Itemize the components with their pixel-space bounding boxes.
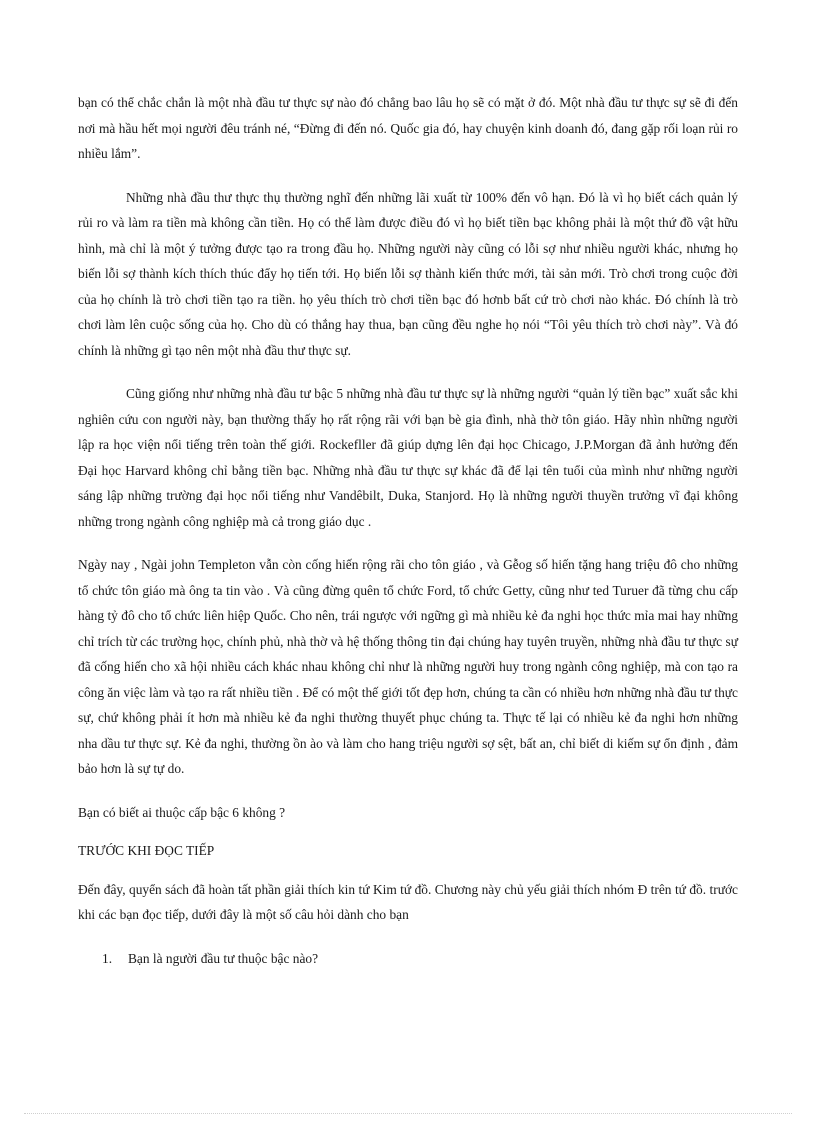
- paragraph-3: Cũng giống như những nhà đầu tư bậc 5 những nhà đầu tư thực sự là những người “quản lý tiền bạc” xuất sắc khi nghiên cứu con người này, bạn thường thấy họ rất rộng rãi với bạn bè gia đình, nhà thờ tôn giáo. Hãy nhìn những người lập ra học viện nổi tiếng trên toàn thế giới. Rockefller đã giúp dựng lên đại học Chicago, J.P.Morgan đã ảnh hưởng đến Đại học Harvard không chỉ bằng tiền bạc. Những nhà đầu tư thực sự khác đã để lại tên tuổi của mình như những người sáng lập những trường đại học nổi tiếng như Vandêbilt, Duka, Stanjord. Họ là những người thuyền trưởng vĩ đại không những trong ngành công nghiệp mà cả trong giáo dục .: [78, 386, 738, 529]
- intro-paragraph: Đến đây, quyển sách đã hoàn tất phần giải thích kin tứ Kim tứ đồ. Chương này chủ yếu giải thích nhóm Đ trên tứ đồ. trước khi các bạn đọc tiếp, dưới đây là một số câu hỏi dành cho bạn: [78, 881, 738, 922]
- paragraph-1: bạn có thể chắc chắn là một nhà đầu tư thực sự nào đó chẳng bao lâu họ sẽ có mặt ở đó. Một nhà đầu tư thực sự sẽ đi đến nơi mà hầu hết mọi người đêu tránh né, “Đừng đi đến nó. Quốc gia đó, hay chuyện kinh doanh đó, đang gặp rối loạn rủi ro nhiều lắm”.: [78, 95, 738, 161]
- document-page: [78, 90, 738, 971]
- section-heading: TRƯỚC KHI ĐỌC TIẾP: [78, 843, 215, 858]
- list-item-number: 1.: [102, 950, 113, 966]
- question-line: Bạn có biết ai thuộc cấp bậc 6 không ?: [78, 804, 286, 820]
- list-item: [78, 946, 738, 972]
- list-item-text: Bạn là người đầu tư thuộc bậc nào?: [128, 950, 319, 966]
- paragraph-2: Những nhà đầu thư thực thụ thường nghĩ đến những lãi xuất từ 100% đến vô hạn. Đó là vì họ biết cách quản lý rủi ro và làm ra tiền mà không cần tiền. Họ có thể làm được điều đó vì họ biết tiền bạc không phải là một thứ đồ vật hữu hình, mà chỉ là một ý tưởng được tạo ra trong đầu họ. Những người này cũng có lỗi sợ như nhiều người khác, nhưng họ biến lỗi sợ thành kích thích thúc đẩy họ tiến tới. Họ biến lỗi sợ thành kiến thức mới, tài sản mới. Trò chơi trong cuộc đời của họ chính là trò chơi tiền tạo ra tiền. họ yêu thích trò chơi tiền bạc đó hơnb bất cứ trò chơi nào khác. Đó chính là trò chơi làm lên cuộc sống của họ. Cho dù có thắng hay thua, bạn cũng đều nghe họ nói “Tôi yêu thích trò chơi này”. Và đó chính là những gì tạo nên một nhà đầu thư thực sự.: [78, 189, 738, 358]
- question-list: [78, 946, 738, 972]
- paragraph-4: Ngày nay , Ngài john Templeton vẫn còn cống hiến rộng rãi cho tôn giáo , và Gễog số hiến tặng hang triệu đô cho những tổ chức tôn giáo mà ông ta tin vào . Và cũng đừng quên tổ chức Ford, tổ chức Getty, cũng như ted Turuer đã từng chu cấp hàng tỷ đô cho tổ chức liên hiệp Quốc. Cho nên, trái ngược với ngững gì mà nhiều kẻ đa nghi học thức mỉa mai hay những chỉ trích từ các trường học, chính phủ, nhà thờ và hệ thống thông tin đại chúng hay tuyên truyền, những nhà đầu tư thực sự đã cống hiến cho xã hội nhiều cách khác nhau không chỉ như là những người huy trong ngành công nghiệp, mà con tạo ra công ăn việc làm và tạo ra rất nhiều tiền . Để có một thế giới tốt đẹp hơn, chúng ta cần có nhiều hơn những nhà đầu tư thực sự, chứ không phải ít hơn mà nhiều kẻ đa nghi thường thuyết phục chúng ta. Thực tế lại có nhiều kẻ đa nghi hơn những nha dầu tư thực sự. Kẻ đa nghi, thường ồn ào và làm cho hang triệu người sợ sệt, bất an, chỉ biết di kiếm sự ổn định , đảm bảo hơn là sự tự do.: [78, 557, 738, 776]
- page-bottom-divider: [24, 1113, 792, 1114]
